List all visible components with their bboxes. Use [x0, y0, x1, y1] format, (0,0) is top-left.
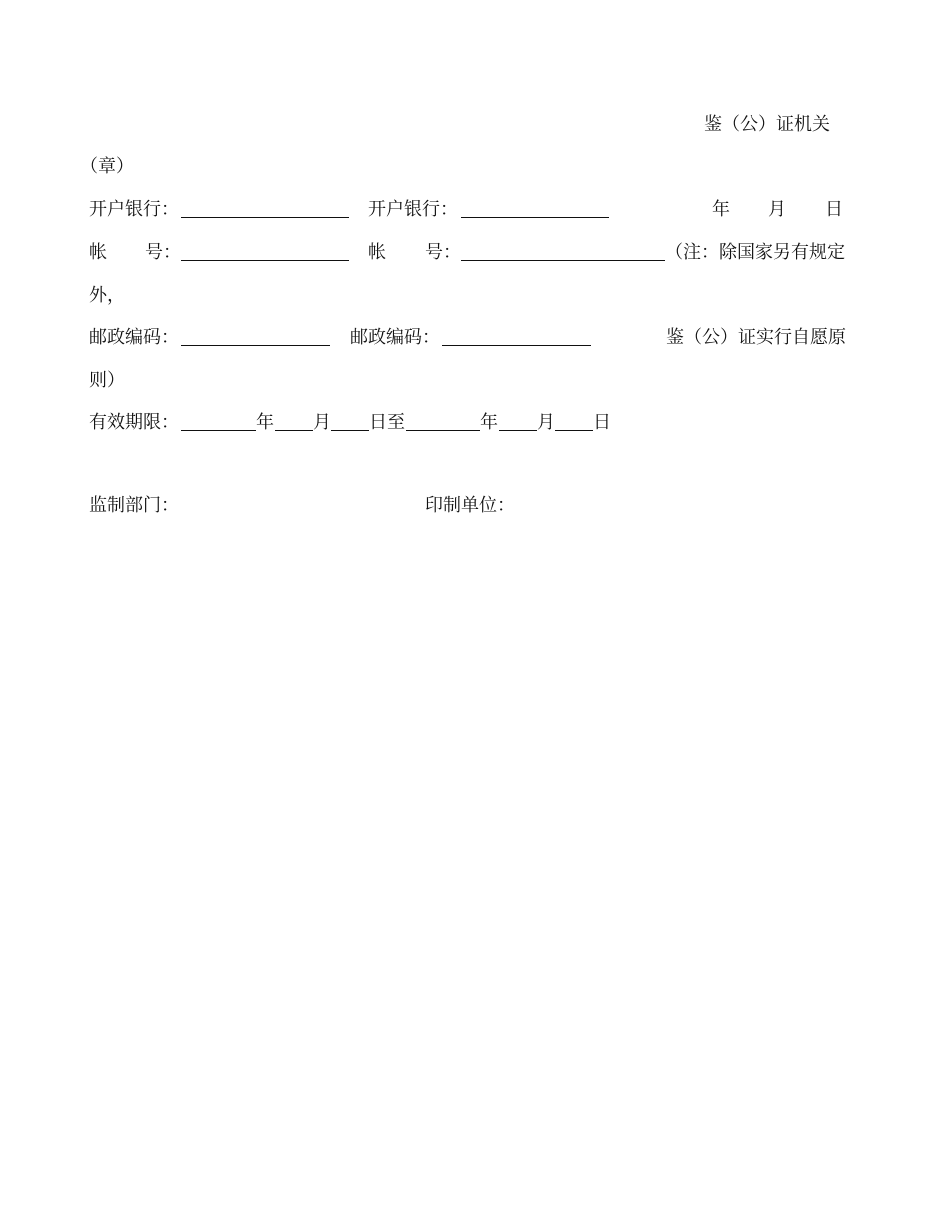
- validity-start-month-field[interactable]: [275, 430, 313, 431]
- validity-start-year-label: 年: [256, 412, 274, 433]
- validity-end-month-field[interactable]: [499, 430, 537, 431]
- bank-label-party-b: 开户银行：: [368, 199, 458, 220]
- account-field-party-a[interactable]: [181, 260, 349, 261]
- supervisor-label: 监制部门：: [89, 495, 179, 516]
- seal-label: （章）: [80, 156, 134, 177]
- account-label-party-b-char2: 号：: [425, 242, 461, 263]
- date-month-label: 月: [768, 199, 786, 220]
- postcode-label-party-a: 邮政编码：: [89, 327, 179, 348]
- validity-start-day-to-label: 日至: [369, 412, 405, 433]
- account-label-party-a-char1: 帐: [89, 242, 107, 263]
- date-day-label: 日: [825, 199, 843, 220]
- account-field-party-b[interactable]: [461, 260, 665, 261]
- postcode-field-party-b[interactable]: [442, 345, 591, 346]
- validity-end-day-label: 日: [593, 412, 611, 433]
- note-text-middle: 鉴（公）证实行自愿原: [666, 327, 846, 348]
- bank-label-party-a: 开户银行：: [89, 199, 179, 220]
- validity-start-month-label: 月: [313, 412, 331, 433]
- printer-label: 印制单位：: [425, 495, 515, 516]
- validity-end-year-label: 年: [480, 412, 498, 433]
- date-year-label: 年: [712, 199, 730, 220]
- note-text-start: （注：除国家另有规定: [665, 242, 845, 263]
- bank-field-party-b[interactable]: [461, 217, 609, 218]
- authority-label: 鉴（公）证机关: [704, 114, 830, 135]
- validity-start-day-field[interactable]: [331, 430, 369, 431]
- validity-end-year-field[interactable]: [406, 430, 480, 431]
- note-text-end: 则）: [89, 370, 125, 391]
- postcode-field-party-a[interactable]: [181, 345, 330, 346]
- validity-start-year-field[interactable]: [181, 430, 256, 431]
- bank-field-party-a[interactable]: [181, 217, 349, 218]
- postcode-label-party-b: 邮政编码：: [350, 327, 440, 348]
- account-label-party-a-char2: 号：: [145, 242, 181, 263]
- validity-label: 有效期限：: [89, 412, 179, 433]
- validity-end-month-label: 月: [537, 412, 555, 433]
- validity-end-day-field[interactable]: [555, 430, 593, 431]
- note-text-continued: 外，: [89, 285, 125, 306]
- account-label-party-b-char1: 帐: [368, 242, 386, 263]
